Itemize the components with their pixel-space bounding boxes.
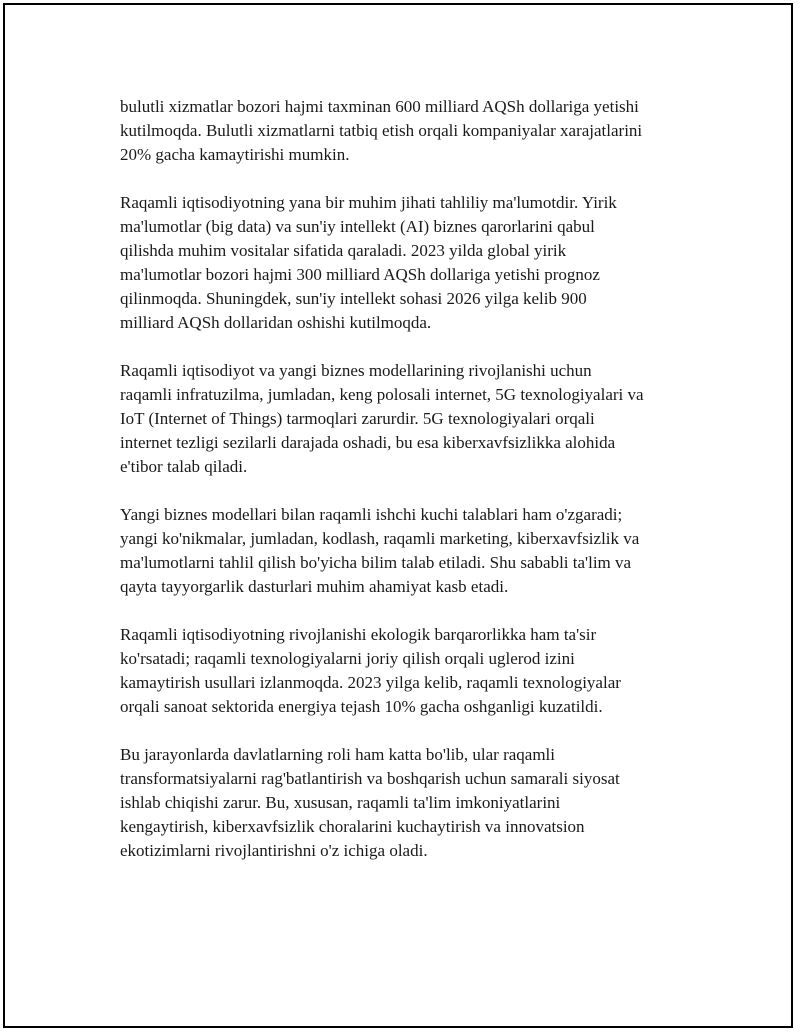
text-line: ko'rsatadi; raqamli texnologiyalarni joriy qilish orqali uglerod izini: [120, 649, 575, 668]
text-line: milliard AQSh dollaridan oshishi kutilmoqda.: [120, 313, 432, 332]
text-line: IoT (Internet of Things) tarmoqlari zarurdir. 5G texnologiyalari orqali: [120, 409, 595, 428]
document-body: [120, 95, 700, 887]
text-line: Yangi biznes modellari bilan raqamli ishchi kuchi talablari ham o'zgaradi;: [120, 505, 623, 524]
text-line: ekotizimlarni rivojlantirishni o'z ichiga oladi.: [120, 841, 428, 860]
text-line: ishlab chiqishi zarur. Bu, xususan, raqamli ta'lim imkoniyatlarini: [120, 793, 561, 812]
text-line: e'tibor talab qiladi.: [120, 457, 248, 476]
text-line: bulutli xizmatlar bozori hajmi taxminan 600 milliard AQSh dollariga yetishi: [120, 97, 639, 116]
paragraph-government-role: [120, 743, 700, 863]
paragraph-ecological-sustainability: [120, 623, 700, 719]
text-line: raqamli infratuzilma, jumladan, keng polosali internet, 5G texnologiyalari va: [120, 385, 644, 404]
paragraph-cloud-services: [120, 95, 700, 167]
text-line: qayta tayyorgarlik dasturlari muhim ahamiyat kasb etadi.: [120, 577, 509, 596]
text-line: ma'lumotlarni tahlil qilish bo'yicha bilim talab etiladi. Shu sababli ta'lim va: [120, 553, 632, 572]
text-line: yangi ko'nikmalar, jumladan, kodlash, raqamli marketing, kiberxavfsizlik va: [120, 529, 640, 548]
text-line: internet tezligi sezilarli darajada oshadi, bu esa kiberxavfsizlikka alohida: [120, 433, 616, 452]
text-line: Bu jarayonlarda davlatlarning roli ham katta bo'lib, ular raqamli: [120, 745, 556, 764]
text-line: Raqamli iqtisodiyotning rivojlanishi ekologik barqarorlikka ham ta'sir: [120, 625, 597, 644]
text-line: ma'lumotlar (big data) va sun'iy intellekt (AI) biznes qarorlarini qabul: [120, 217, 595, 236]
text-line: ma'lumotlar bozori hajmi 300 milliard AQSh dollariga yetishi prognoz: [120, 265, 600, 284]
text-line: kamaytirish usullari izlanmoqda. 2023 yilga kelib, raqamli texnologiyalar: [120, 673, 621, 692]
text-line: kengaytirish, kiberxavfsizlik choralarini kuchaytirish va innovatsion: [120, 817, 585, 836]
text-line: transformatsiyalarni rag'batlantirish va boshqarish uchun samarali siyosat: [120, 769, 620, 788]
text-line: Raqamli iqtisodiyotning yana bir muhim jihati tahliliy ma'lumotdir. Yirik: [120, 193, 617, 212]
text-line: 20% gacha kamaytirishi mumkin.: [120, 145, 350, 164]
document-page: [3, 3, 793, 1028]
text-line: kutilmoqda. Bulutli xizmatlarni tatbiq etish orqali kompaniyalar xarajatlarini: [120, 121, 643, 140]
text-line: Raqamli iqtisodiyot va yangi biznes modellarining rivojlanishi uchun: [120, 361, 592, 380]
text-line: orqali sanoat sektorida energiya tejash 10% gacha oshganligi kuzatildi.: [120, 697, 603, 716]
paragraph-workforce-skills: [120, 503, 700, 599]
text-line: qilishda muhim vositalar sifatida qaraladi. 2023 yilda global yirik: [120, 241, 567, 260]
paragraph-digital-infrastructure: [120, 359, 700, 479]
text-line: qilinmoqda. Shuningdek, sun'iy intellekt sohasi 2026 yilga kelib 900: [120, 289, 587, 308]
paragraph-analytics-data: [120, 191, 700, 335]
